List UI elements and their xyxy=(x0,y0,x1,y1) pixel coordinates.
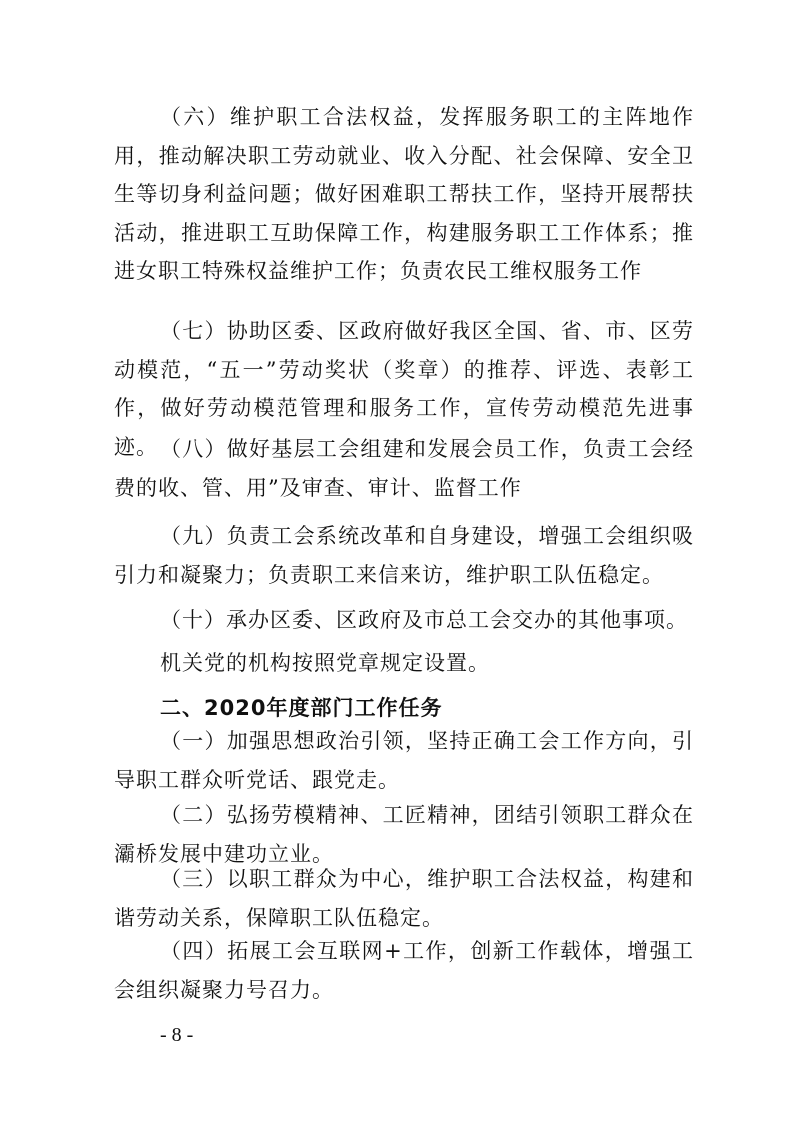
paragraph-item-7: （七）协助区委、区政府做好我区全国、省、市、区劳动模范，“五一”劳动奖状（奖章）的推荐、评选、表彰工作，做好劳动模范管理和服务工作，宣传劳动模范先进事迹。 xyxy=(114,319,694,459)
paragraph-item-8: （八）做好基层工会组建和发展会员工作，负责工会经费的收、管、用”及审查、审计、监督工作 xyxy=(114,437,694,500)
task-item-1: （一）加强思想政治引领，坚持正确工会工作方向，引导职工群众听党话、跟党走。 xyxy=(114,729,694,792)
paragraph-item-10: （十）承办区委、区政府及市总工会交办的其他事项。 xyxy=(160,608,688,632)
paragraph-item-11: 机关党的机构按照党章规定设置。 xyxy=(160,651,490,675)
task-item-4: （四）拓展工会互联网+工作，创新工作载体，增强工会组织凝聚力号召力。 xyxy=(114,939,694,1002)
section-heading: 二、2020年度部门工作任务 xyxy=(160,696,443,720)
task-item-3: （三）以职工群众为中心，维护职工合法权益，构建和谐劳动关系，保障职工队伍稳定。 xyxy=(114,867,694,930)
paragraph-item-9: （九）负责工会系统改革和自身建设，增强工会组织吸引力和凝聚力；负责职工来信来访，维护职工队伍稳定。 xyxy=(114,524,694,587)
paragraph-item-6: （六）维护职工合法权益，发挥服务职工的主阵地作用，推动解决职工劳动就业、收入分配、社会保障、安全卫生等切身利益问题；做好困难职工帮扶工作，坚持开展帮扶活动，推进职工互助保障工作，构建服务职工工作体系；推进女职工特殊权益维护工作；负责农民工维权服务工作 xyxy=(114,105,694,283)
task-item-2: （二）弘扬劳模精神、工匠精神，团结引领职工群众在灞桥发展中建功立业。 xyxy=(114,803,694,866)
page-number: - 8 - xyxy=(160,1024,194,1046)
